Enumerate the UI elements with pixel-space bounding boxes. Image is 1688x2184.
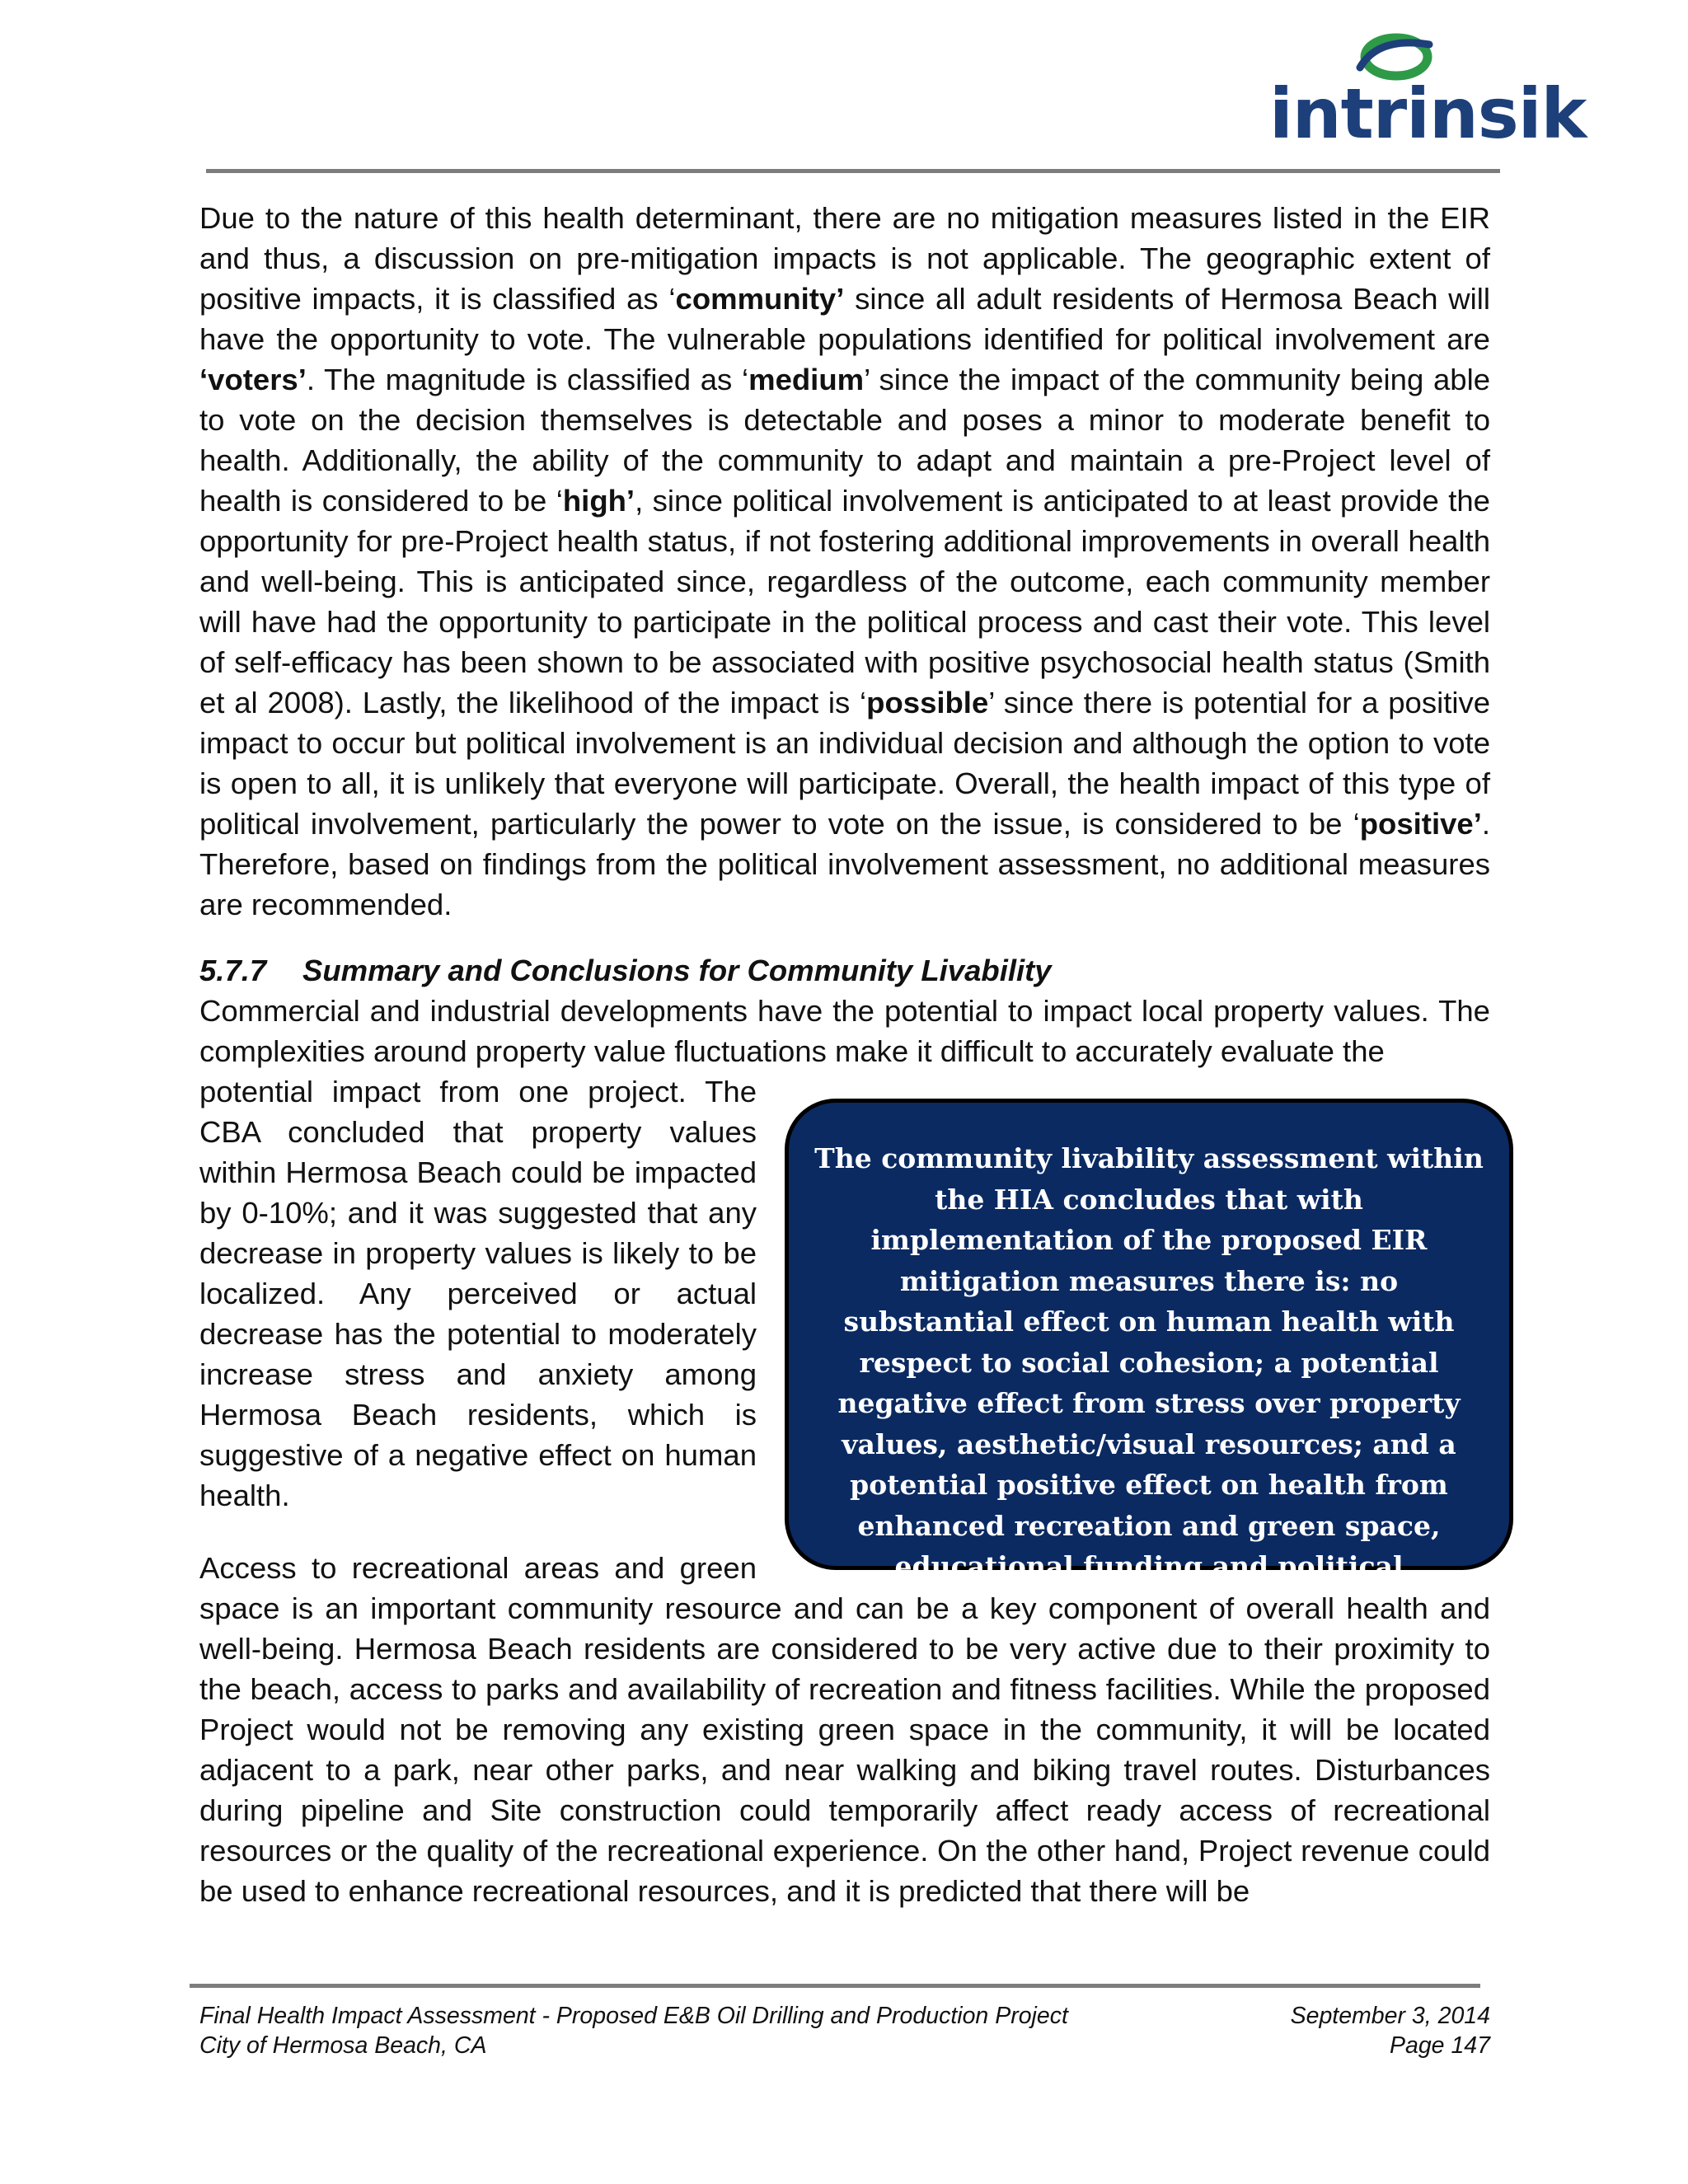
paragraph-property-values-wrapped: potential impact from one project. The CBA concluded that property values within Hermosa Beach could be impacted by 0-10%; and it was suggested that any decrease in property values is likely to be localized. Any perceived or actual decrease has the potential to moderately increase stress and anxiety among Hermosa Beach residents, which is suggestive of a negative effect on human health.	[199, 1075, 757, 1512]
section-number: 5.7.7	[199, 954, 267, 987]
section-title: Summary and Conclusions for Community Livability	[302, 954, 1052, 987]
footer-date: September 3, 2014	[1290, 2003, 1490, 2029]
paragraph-political-involvement: Due to the nature of this health determinant, there are no mitigation measures listed in the EIR and thus, a discussion on pre-mitigation impacts is not applicable. The geographic extent of positive impacts, it is classified as ‘community’ since all adult residents of Hermosa Beach will have the opportunity to vote. The vulnerable populations identified for political involvement are ‘voters’. The magnitude is classified as ‘medium’ since the impact of the community being able to vote on the decision themselves is detectable and poses a minor to moderate benefit to health. Additionally, the ability of the community to adapt and maintain a pre-Project level of health is considered to be ‘high’, since political involvement is anticipated to at least provide the opportunity for pre-Project health status, if not fostering additional improvements in overall health and well-being. This is anticipated since, regardless of the outcome, each community member will have had the opportunity to participate in the political process and cast their vote. This level of self-efficacy has been shown to be associated with positive psychosocial health status (Smith et al 2008). Lastly, the likelihood of the impact is ‘possible’ since there is potential for a positive impact to occur but political involvement is an individual decision and although the option to vote is open to all, it is unlikely that everyone will participate. Overall, the health impact of this type of political involvement, particularly the power to vote on the issue, is considered to be ‘positive’. Therefore, based on findings from the political involvement assessment, no additional measures are recommended.	[199, 201, 1490, 921]
footer	[199, 2001, 1490, 2060]
paragraph-recreation-continued: space is an important community resource and can be a key component of overall health and well-being. Hermosa Beach residents are considered to be very active due to their proximity to the beach, access to parks and availability of recreation and fitness facilities. While the proposed Project would not be removing any existing green space in the community, it will be located adjacent to a park, near other parks, and near walking and biking travel routes. Disturbances during pipeline and Site construction could temporarily affect ready access of recreational resources or the quality of the recreational experience. On the other hand, Project revenue could be used to enhance recreational resources, and it is predicted that there will be	[199, 1591, 1490, 1908]
footer-rule	[190, 1984, 1480, 1988]
header-rule	[206, 169, 1500, 173]
section-heading	[199, 950, 1052, 991]
footer-city: City of Hermosa Beach, CA	[199, 2032, 487, 2059]
logo-wordmark: intrinsik	[1269, 73, 1587, 154]
summary-callout-box	[785, 1099, 1513, 1582]
paragraph-property-values-intro: Commercial and industrial developments have the potential to impact local property values. The complexities around property value fluctuations make it difficult to accurately evaluate the	[199, 994, 1490, 1068]
intrinsik-logo	[1269, 31, 1587, 155]
callout-text: The community livability assessment within the HIA concludes that with implementation of the proposed EIR mitigation measures there is: no substantial effect on human health with respect to social cohesion; a potential negative effect from stress over property values, aesthetic/visual resources; and a potential positive effect on health from enhanced recreation and green space, educational funding and political	[814, 1142, 1484, 1582]
footer-page-number: Page 147	[1389, 2032, 1490, 2059]
paragraph-recreation-wrapped: Access to recreational areas and green	[199, 1551, 757, 1585]
footer-document-title: Final Health Impact Assessment - Proposed E&B Oil Drilling and Production Project	[199, 2003, 1068, 2029]
